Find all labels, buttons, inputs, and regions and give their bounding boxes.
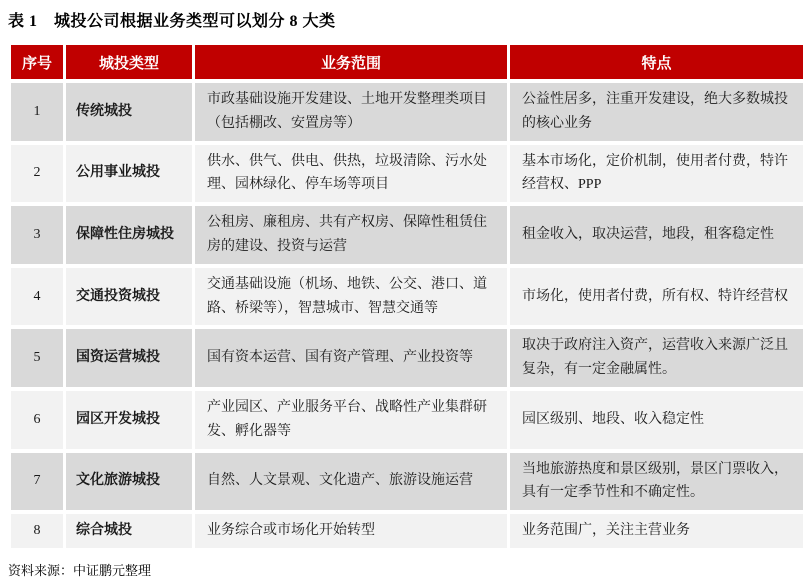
table-row [11, 206, 803, 264]
cell-scope: 供水、供气、供电、供热，垃圾清除、污水处理、园林绿化、停车场等项目 [195, 145, 507, 203]
cell-type: 园区开发城投 [66, 391, 192, 449]
cell-features: 业务范围广，关注主营业务 [510, 514, 803, 548]
table-row [11, 514, 803, 548]
cell-features: 园区级别、地段、收入稳定性 [510, 391, 803, 449]
cell-type: 公用事业城投 [66, 145, 192, 203]
cell-scope: 公租房、廉租房、共有产权房、保障性租赁住房的建设、投资与运营 [195, 206, 507, 264]
table-row [11, 145, 803, 203]
cell-seq-no: 8 [11, 514, 63, 548]
cell-features: 当地旅游热度和景区级别，景区门票收入，具有一定季节性和不确定性。 [510, 453, 803, 511]
cell-scope: 交通基础设施（机场、地铁、公交、港口、道路、桥梁等），智慧城市、智慧交通等 [195, 268, 507, 326]
cell-type: 交通投资城投 [66, 268, 192, 326]
table-row [11, 268, 803, 326]
cell-seq-no: 2 [11, 145, 63, 203]
source-note: 资料来源：中证鹏元整理 [8, 562, 152, 578]
cell-type: 国资运营城投 [66, 329, 192, 387]
cell-scope: 自然、人文景观、文化遗产、旅游设施运营 [195, 453, 507, 511]
table-row [11, 83, 803, 141]
cell-type: 保障性住房城投 [66, 206, 192, 264]
header-cell-type: 城投类型 [66, 45, 192, 79]
cell-features: 取决于政府注入资产，运营收入来源广泛且复杂，有一定金融属性。 [510, 329, 803, 387]
header-cell-scope: 业务范围 [195, 45, 507, 79]
cell-features: 租金收入，取决运营，地段，租客稳定性 [510, 206, 803, 264]
cell-features: 市场化，使用者付费，所有权、特许经营权 [510, 268, 803, 326]
cell-scope: 市政基础设施开发建设、土地开发整理类项目（包括棚改、安置房等） [195, 83, 507, 141]
header-cell-no: 序号 [11, 45, 63, 79]
header-row [11, 45, 803, 79]
table-header [11, 45, 803, 79]
cell-scope: 业务综合或市场化开始转型 [195, 514, 507, 548]
table-title: 表 1 城投公司根据业务类型可以划分 8 大类 [8, 13, 336, 30]
header-cell-feature: 特点 [510, 45, 803, 79]
table-row [11, 391, 803, 449]
cell-seq-no: 6 [11, 391, 63, 449]
cell-seq-no: 7 [11, 453, 63, 511]
cell-seq-no: 1 [11, 83, 63, 141]
cell-type: 文化旅游城投 [66, 453, 192, 511]
cell-features: 公益性居多，注重开发建设，绝大多数城投的核心业务 [510, 83, 803, 141]
table-row [11, 329, 803, 387]
cell-features: 基本市场化，定价机制，使用者付费，特许经营权、PPP [510, 145, 803, 203]
city-investment-table [8, 41, 806, 552]
cell-seq-no: 4 [11, 268, 63, 326]
cell-seq-no: 3 [11, 206, 63, 264]
cell-scope: 产业园区、产业服务平台、战略性产业集群研发、孵化器等 [195, 391, 507, 449]
table-row [11, 453, 803, 511]
cell-scope: 国有资本运营、国有资产管理、产业投资等 [195, 329, 507, 387]
cell-type: 传统城投 [66, 83, 192, 141]
cell-seq-no: 5 [11, 329, 63, 387]
table-body [11, 83, 803, 548]
cell-type: 综合城投 [66, 514, 192, 548]
